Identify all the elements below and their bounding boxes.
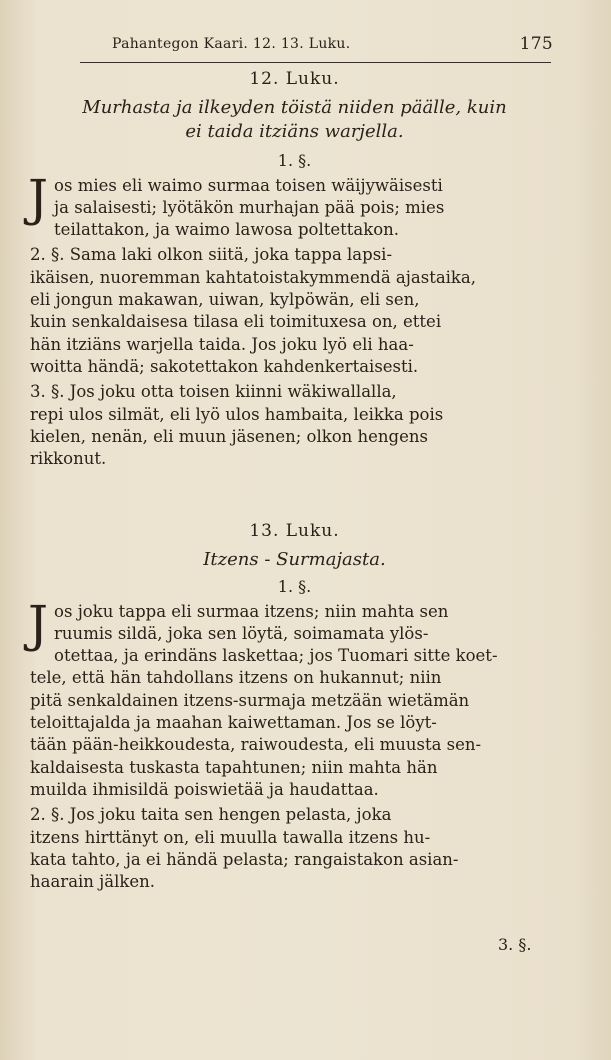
paragraph-12-3 xyxy=(30,381,559,470)
text-line: pitä senkaldainen itzens-surmaja metzään wietämän xyxy=(30,690,470,710)
text-line: ruumis sildä, joka sen löytä, soimamata ylös- xyxy=(54,623,429,643)
text-line: woitta händä; sakotettakon kahdenkertaisesti. xyxy=(30,356,419,376)
text-line: rikkonut. xyxy=(30,449,107,469)
text-line: ja salaisesti; lyötäkön murhajan pää pois; mies xyxy=(54,197,445,217)
page-header xyxy=(112,34,553,58)
chapter-12 xyxy=(30,68,559,470)
drop-cap: J xyxy=(28,168,49,227)
text-line: muilda ihmisildä poiswietää ja haudattaa. xyxy=(30,779,379,799)
chapter-13-title: Itzens - Surmajasta. xyxy=(203,549,386,571)
text-line: hän itziäns warjella taida. Jos joku lyö eli haa- xyxy=(30,334,414,354)
text-line: ikäisen, nuoremman kahtatoistakymmendä ajastaika, xyxy=(30,267,477,287)
text-line: repi ulos silmät, eli lyö ulos hambaita, leikka pois xyxy=(30,404,444,424)
text-line: tään pään-heikkoudesta, raiwoudesta, eli muusta sen- xyxy=(30,735,482,755)
running-head: Pahantegon Kaari. 12. 13. Luku. xyxy=(112,36,351,52)
text-line: itzens hirttänyt on, eli muulla tawalla itzens hu- xyxy=(30,827,431,847)
text-line: eli jongun makawan, uiwan, kylpöwän, eli sen, xyxy=(30,290,420,310)
text-line: haarain jälken. xyxy=(30,872,156,892)
chapter-12-heading: 12. Luku. xyxy=(249,69,340,89)
paragraph-12-2 xyxy=(30,244,559,378)
text-line: kaldaisesta tuskasta tapahtunen; niin mahta hän xyxy=(30,757,438,777)
chapter-13-heading: 13. Luku. xyxy=(249,521,340,541)
catchword: 3. §. xyxy=(498,935,532,954)
section-label: 1. §. xyxy=(277,577,312,597)
chapter-12-title-line-2: ei taida itziäns warjella. xyxy=(185,121,404,143)
paragraph-12-1 xyxy=(28,168,559,242)
section-label: 1. §. xyxy=(277,151,312,171)
text-line: kielen, nenän, eli muun jäsenen; olkon hengens xyxy=(30,426,428,446)
text-line: tele, että hän tahdollans itzens on hukannut; niin xyxy=(30,668,442,688)
chapter-12-title-line-1: Murhasta ja ilkeyden töistä niiden päälle, kuin xyxy=(82,97,507,119)
text-line: teilattakon, ja waimo lawosa poltettakon. xyxy=(54,220,400,240)
chapter-13 xyxy=(30,520,559,893)
text-line: 2. §. Jos joku taita sen hengen pelasta, joka xyxy=(30,805,392,825)
text-line: os mies eli waimo surmaa toisen wäijywäisesti xyxy=(54,175,443,195)
text-line: kuin senkaldaisesa tilasa eli toimituxesa on, ettei xyxy=(30,312,442,332)
text-line: otettaa, ja erindäns laskettaa; jos Tuomari sitte koet- xyxy=(54,646,498,666)
paragraph-13-2 xyxy=(30,804,559,893)
text-line: teloittajalda ja maahan kaiwettaman. Jos se löyt- xyxy=(30,713,437,733)
text-line: os joku tappa eli surmaa itzens; niin mahta sen xyxy=(54,601,449,621)
paragraph-13-1 xyxy=(28,594,559,802)
page-number: 175 xyxy=(519,34,553,54)
text-line: 3. §. Jos joku otta toisen kiinni wäkiwallalla, xyxy=(30,382,397,402)
header-rule xyxy=(80,62,551,63)
text-line: 2. §. Sama laki olkon siitä, joka tappa lapsi- xyxy=(30,245,393,265)
drop-cap: J xyxy=(28,594,49,653)
text-line: kata tahto, ja ei händä pelasta; rangaistakon asian- xyxy=(30,849,459,869)
